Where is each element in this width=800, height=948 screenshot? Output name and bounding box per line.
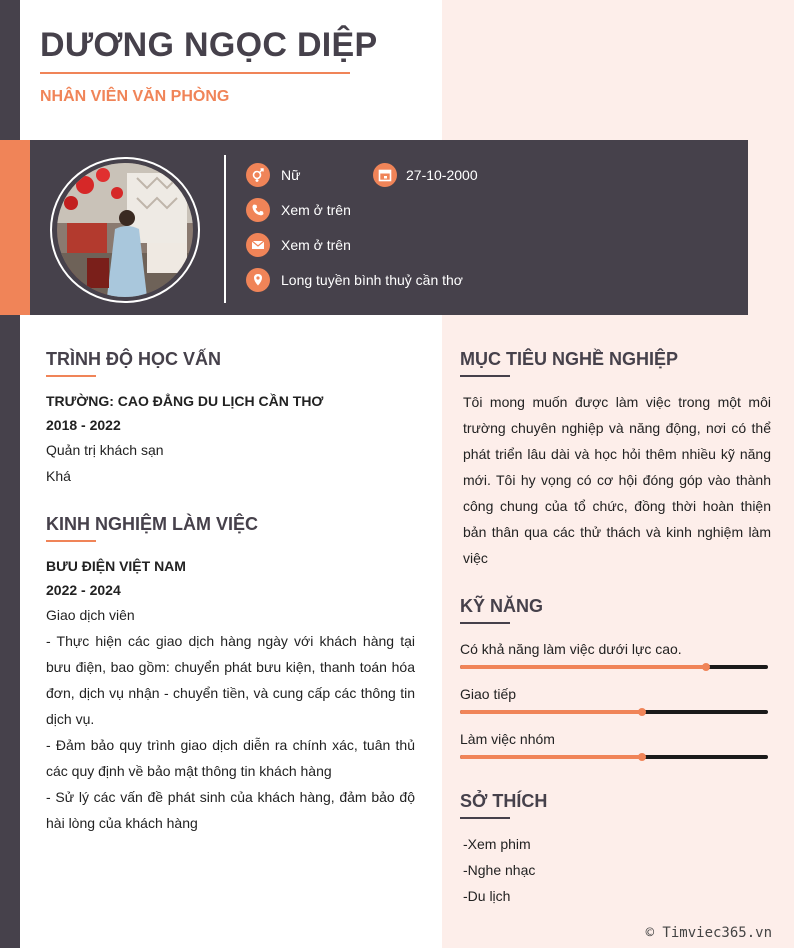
address-value: Long tuyền bình thuỷ cần thơ [281, 272, 463, 288]
experience-underline [46, 540, 96, 542]
objective-heading: MỤC TIÊU NGHỀ NGHIỆP [460, 349, 679, 369]
skill-bar-knob [638, 753, 646, 761]
skill-label: Giao tiếp [460, 686, 517, 702]
hobbies-underline [460, 817, 510, 819]
duty-item: - Đảm bảo quy trình giao dịch diễn ra chính xác, tuân thủ các quy định về bảo mật thông tin khách hàng [46, 737, 415, 779]
skill-label: Có khả năng làm việc dưới lực cao. [460, 641, 682, 657]
experience-heading: KINH NGHIỆM LÀM VIỆC [46, 514, 259, 534]
education-underline [46, 375, 96, 377]
experience-years: 2022 - 2024 [46, 582, 121, 598]
gender-icon [246, 163, 270, 187]
hobbies-heading: SỞ THÍCH [460, 791, 548, 811]
education-years: 2018 - 2022 [46, 417, 121, 433]
band-accent [0, 140, 30, 315]
hobby-item: -Nghe nhạc [463, 862, 536, 878]
skill-bar-fill [460, 755, 642, 759]
email-icon [246, 233, 270, 257]
experience-position: Giao dịch viên [46, 607, 135, 623]
education-school: TRƯỜNG: CAO ĐẲNG DU LỊCH CẦN THƠ [46, 393, 324, 409]
education-heading: TRÌNH ĐỘ HỌC VẤN [46, 349, 221, 369]
phone-value: Xem ở trên [281, 202, 351, 218]
education-major: Quản trị khách sạn [46, 442, 164, 458]
calendar-icon [373, 163, 397, 187]
phone-icon [246, 198, 270, 222]
location-icon [246, 268, 270, 292]
band-divider [224, 155, 226, 303]
skill-label: Làm việc nhóm [460, 731, 555, 747]
birthday-value: 27-10-2000 [406, 167, 478, 183]
gender-value: Nữ [281, 167, 301, 183]
skills-heading: KỸ NĂNG [460, 596, 544, 616]
right-edge [794, 0, 800, 948]
avatar-photo-icon [57, 163, 193, 297]
experience-duties [46, 628, 415, 836]
skill-bar-knob [638, 708, 646, 716]
experience-company: BƯU ĐIỆN VIỆT NAM [46, 558, 186, 574]
duty-item: - Thực hiện các giao dịch hàng ngày với khách hàng tại bưu điện, bao gồm: chuyển phát bưu kiện, thanh toán hóa đơn, dịch vụ nhận - chuyển tiền, và cung cấp các thông tin dịch vụ. [46, 633, 415, 727]
avatar [57, 163, 193, 297]
skills-underline [460, 622, 510, 624]
name-underline [40, 72, 350, 74]
skill-bar-fill [460, 665, 706, 669]
candidate-name: DƯƠNG NGỌC DIỆP [40, 26, 378, 64]
job-title: NHÂN VIÊN VĂN PHÒNG [40, 88, 230, 105]
skill-bar-fill [460, 710, 642, 714]
hobby-item: -Du lịch [463, 888, 511, 904]
duty-item: - Sử lý các vấn đề phát sinh của khách hàng, đảm bảo độ hài lòng của khách hàng [46, 789, 415, 831]
education-grade: Khá [46, 468, 71, 484]
objective-underline [460, 375, 510, 377]
hobby-item: -Xem phim [463, 836, 531, 852]
watermark: © Timviec365.vn [645, 925, 772, 941]
email-value: Xem ở trên [281, 237, 351, 253]
objective-text: Tôi mong muốn được làm việc trong một môi trường chuyên nghiệp và năng động, nơi có thể phát triển lâu dài và học hỏi thêm nhiều kỹ năng mới. Tôi hy vọng có cơ hội đóng góp vào thành công chung của tổ chức, đồng thời hoàn thiện bản thân qua các thử thách và kinh nghiệm làm việc [463, 394, 771, 566]
